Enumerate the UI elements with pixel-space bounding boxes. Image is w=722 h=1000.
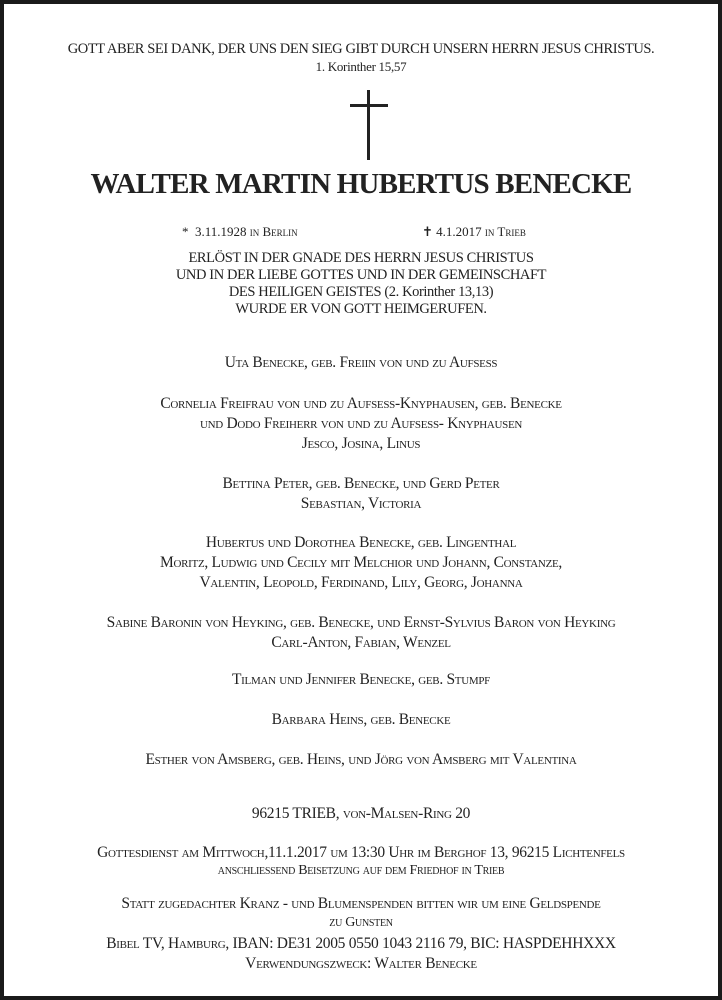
message-line: UND IN DER LIEBE GOTTES UND IN DER GEMEINSCHAFT bbox=[175, 267, 547, 283]
donation-bank-details: Bibel TV, Hamburg, IBAN: DE31 2005 0550 1043 2116 79, BIC: HASPDEHHXXX bbox=[106, 935, 616, 952]
mourner-line: Esther von Amsberg, geb. Heins, und Jörg von Amsberg mit Valentina bbox=[145, 751, 577, 768]
mourner-line: Jesco, Josina, Linus bbox=[301, 435, 421, 452]
mourner-line: Hubertus und Dorothea Benecke, geb. Lingenthal bbox=[205, 534, 517, 551]
donation-line: zu Gunsten bbox=[329, 915, 393, 930]
address: 96215 TRIEB, von-Malsen-Ring 20 bbox=[251, 805, 471, 822]
mourner-line: Sebastian, Victoria bbox=[300, 495, 422, 512]
birth-info bbox=[182, 224, 298, 240]
death-text: 4.1.2017 in Trieb bbox=[436, 224, 526, 239]
mourner-line: Barbara Heins, geb. Benecke bbox=[271, 711, 451, 728]
deceased-name: WALTER MARTIN HUBERTUS BENECKE bbox=[90, 168, 632, 200]
death-cross-icon: ✝ bbox=[422, 224, 433, 239]
mourner-line: Uta Benecke, geb. Freiin von und zu Aufsess bbox=[224, 354, 498, 371]
service-line: Gottesdienst am Mittwoch,11.1.2017 um 13:30 Uhr im Berghof 13, 96215 Lichtenfels bbox=[97, 844, 625, 861]
message-line: ERLÖST IN DER GNADE DES HERRN JESUS CHRISTUS bbox=[188, 250, 534, 266]
message-line: WURDE ER VON GOTT HEIMGERUFEN. bbox=[235, 301, 487, 317]
mourner-line: Sabine Baronin von Heyking, geb. Benecke, und Ernst-Sylvius Baron von Heyking bbox=[106, 614, 616, 631]
mourner-line: und Dodo Freiherr von und zu Aufsess- Knyphausen bbox=[199, 415, 523, 432]
mourner-line: Tilman und Jennifer Benecke, geb. Stumpf bbox=[232, 671, 490, 688]
mourner-line: Cornelia Freifrau von und zu Aufsess-Knyphausen, geb. Benecke bbox=[160, 395, 562, 412]
mourner-line: Bettina Peter, geb. Benecke, und Gerd Peter bbox=[222, 475, 500, 492]
mourner-line: Carl-Anton, Fabian, Wenzel bbox=[271, 634, 451, 651]
message-line: DES HEILIGEN GEISTES (2. Korinther 13,13) bbox=[228, 284, 494, 300]
mourner-line: Valentin, Leopold, Ferdinand, Lily, Georg, Johanna bbox=[199, 574, 523, 591]
birth-star-icon: * bbox=[182, 224, 189, 239]
death-info bbox=[422, 224, 526, 240]
service-line: anschliessend Beisetzung auf dem Friedhof in Trieb bbox=[217, 863, 505, 878]
cross-icon bbox=[350, 90, 388, 160]
verse-reference: 1. Korinther 15,57 bbox=[315, 59, 407, 74]
donation-reference: Verwendungszweck: Walter Benecke bbox=[245, 955, 477, 972]
birth-text: 3.11.1928 in Berlin bbox=[195, 224, 298, 239]
mourner-line: Moritz, Ludwig und Cecily mit Melchior und Johann, Constanze, bbox=[160, 554, 562, 571]
bible-verse: GOTT ABER SEI DANK, DER UNS DEN SIEG GIBT DURCH UNSERN HERRN JESUS CHRISTUS. bbox=[67, 41, 655, 57]
donation-line: Statt zugedachter Kranz - und Blumenspenden bitten wir um eine Geldspende bbox=[121, 895, 601, 912]
